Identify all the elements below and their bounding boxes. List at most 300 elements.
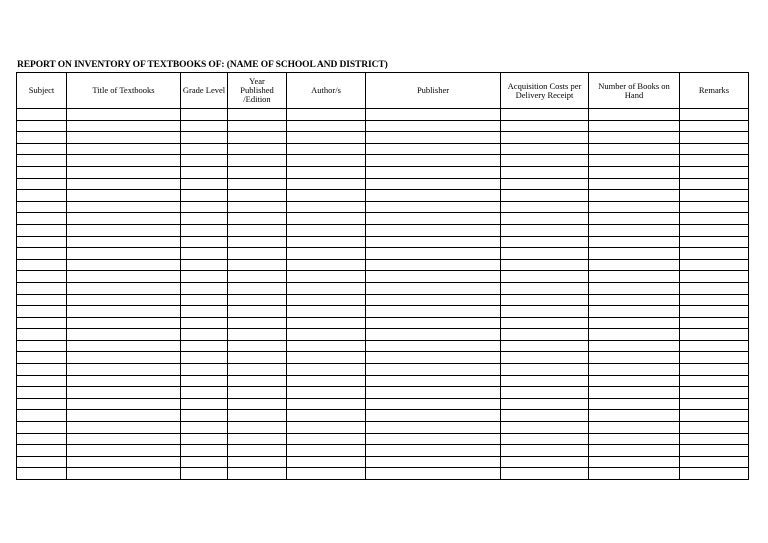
table-cell[interactable] bbox=[287, 190, 366, 202]
table-cell[interactable] bbox=[366, 306, 501, 318]
table-cell[interactable] bbox=[181, 178, 228, 190]
table-cell[interactable] bbox=[501, 259, 589, 271]
table-cell[interactable] bbox=[67, 433, 181, 445]
table-cell[interactable] bbox=[680, 422, 749, 434]
inventory-table bbox=[16, 72, 749, 480]
table-cell[interactable] bbox=[501, 410, 589, 422]
table-cell[interactable] bbox=[67, 306, 181, 318]
table-cell[interactable] bbox=[680, 364, 749, 376]
table-cell[interactable] bbox=[680, 120, 749, 132]
table-cell[interactable] bbox=[17, 120, 67, 132]
table-cell[interactable] bbox=[287, 387, 366, 399]
table-cell[interactable] bbox=[287, 398, 366, 410]
table-cell[interactable] bbox=[181, 109, 228, 121]
table-cell[interactable] bbox=[366, 248, 501, 260]
table-cell[interactable] bbox=[228, 166, 287, 178]
table-cell[interactable] bbox=[181, 190, 228, 202]
table-cell[interactable] bbox=[366, 410, 501, 422]
table-cell[interactable] bbox=[181, 398, 228, 410]
table-cell[interactable] bbox=[67, 259, 181, 271]
table-cell[interactable] bbox=[228, 178, 287, 190]
table-cell[interactable] bbox=[228, 306, 287, 318]
table-cell[interactable] bbox=[589, 166, 680, 178]
table-cell[interactable] bbox=[287, 166, 366, 178]
table-cell[interactable] bbox=[181, 340, 228, 352]
table-cell[interactable] bbox=[67, 201, 181, 213]
table-cell[interactable] bbox=[228, 375, 287, 387]
table-cell[interactable] bbox=[366, 271, 501, 283]
table-cell[interactable] bbox=[228, 132, 287, 144]
table-cell[interactable] bbox=[67, 132, 181, 144]
table-cell[interactable] bbox=[228, 282, 287, 294]
table-cell[interactable] bbox=[680, 132, 749, 144]
table-cell[interactable] bbox=[17, 387, 67, 399]
table-cell[interactable] bbox=[67, 422, 181, 434]
table-cell[interactable] bbox=[287, 445, 366, 457]
table-cell[interactable] bbox=[366, 213, 501, 225]
table-cell[interactable] bbox=[680, 294, 749, 306]
table-cell[interactable] bbox=[228, 317, 287, 329]
table-cell[interactable] bbox=[67, 456, 181, 468]
table-cell[interactable] bbox=[680, 224, 749, 236]
table-cell[interactable] bbox=[67, 236, 181, 248]
table-cell[interactable] bbox=[181, 224, 228, 236]
table-cell[interactable] bbox=[287, 248, 366, 260]
table-cell[interactable] bbox=[181, 120, 228, 132]
table-cell[interactable] bbox=[501, 445, 589, 457]
table-cell[interactable] bbox=[287, 468, 366, 480]
table-cell[interactable] bbox=[228, 248, 287, 260]
table-cell[interactable] bbox=[589, 236, 680, 248]
table-cell[interactable] bbox=[589, 306, 680, 318]
table-cell[interactable] bbox=[17, 190, 67, 202]
table-cell[interactable] bbox=[287, 375, 366, 387]
table-cell[interactable] bbox=[67, 271, 181, 283]
table-cell[interactable] bbox=[181, 155, 228, 167]
table-cell[interactable] bbox=[589, 410, 680, 422]
table-header-row bbox=[17, 73, 749, 109]
table-cell[interactable] bbox=[228, 120, 287, 132]
table-cell[interactable] bbox=[17, 375, 67, 387]
table-cell[interactable] bbox=[228, 294, 287, 306]
table-cell[interactable] bbox=[17, 236, 67, 248]
table-cell[interactable] bbox=[680, 340, 749, 352]
table-cell[interactable] bbox=[17, 468, 67, 480]
table-row bbox=[17, 155, 749, 167]
table-cell[interactable] bbox=[501, 398, 589, 410]
table-cell[interactable] bbox=[680, 445, 749, 457]
table-cell[interactable] bbox=[287, 109, 366, 121]
table-row bbox=[17, 143, 749, 155]
table-cell[interactable] bbox=[287, 433, 366, 445]
table-cell[interactable] bbox=[680, 201, 749, 213]
table-cell[interactable] bbox=[680, 155, 749, 167]
table-cell[interactable] bbox=[181, 375, 228, 387]
table-cell[interactable] bbox=[680, 109, 749, 121]
table-cell[interactable] bbox=[501, 213, 589, 225]
table-cell[interactable] bbox=[680, 352, 749, 364]
table-cell[interactable] bbox=[17, 364, 67, 376]
table-cell[interactable] bbox=[501, 375, 589, 387]
table-cell[interactable] bbox=[589, 329, 680, 341]
table-cell[interactable] bbox=[366, 190, 501, 202]
table-cell[interactable] bbox=[589, 456, 680, 468]
table-cell[interactable] bbox=[17, 109, 67, 121]
table-cell[interactable] bbox=[228, 410, 287, 422]
table-cell[interactable] bbox=[17, 248, 67, 260]
table-cell[interactable] bbox=[501, 317, 589, 329]
table-cell[interactable] bbox=[501, 468, 589, 480]
table-cell[interactable] bbox=[366, 224, 501, 236]
table-cell[interactable] bbox=[67, 178, 181, 190]
table-cell[interactable] bbox=[67, 120, 181, 132]
table-cell[interactable] bbox=[366, 387, 501, 399]
table-cell[interactable] bbox=[67, 143, 181, 155]
table-cell[interactable] bbox=[501, 143, 589, 155]
table-cell[interactable] bbox=[287, 306, 366, 318]
table-cell[interactable] bbox=[181, 236, 228, 248]
table-cell[interactable] bbox=[287, 259, 366, 271]
table-cell[interactable] bbox=[287, 143, 366, 155]
table-cell[interactable] bbox=[589, 422, 680, 434]
table-cell[interactable] bbox=[589, 387, 680, 399]
table-cell[interactable] bbox=[680, 259, 749, 271]
table-cell[interactable] bbox=[228, 468, 287, 480]
table-cell[interactable] bbox=[181, 468, 228, 480]
table-cell[interactable] bbox=[589, 120, 680, 132]
table-cell[interactable] bbox=[181, 364, 228, 376]
table-cell[interactable] bbox=[589, 109, 680, 121]
table-cell[interactable] bbox=[17, 213, 67, 225]
table-cell[interactable] bbox=[228, 433, 287, 445]
table-cell[interactable] bbox=[181, 259, 228, 271]
table-cell[interactable] bbox=[366, 445, 501, 457]
table-cell[interactable] bbox=[228, 364, 287, 376]
table-cell[interactable] bbox=[501, 306, 589, 318]
table-cell[interactable] bbox=[366, 236, 501, 248]
table-cell[interactable] bbox=[17, 259, 67, 271]
table-cell[interactable] bbox=[366, 201, 501, 213]
table-row bbox=[17, 271, 749, 283]
table-cell[interactable] bbox=[67, 352, 181, 364]
table-cell[interactable] bbox=[287, 410, 366, 422]
table-cell[interactable] bbox=[680, 387, 749, 399]
table-cell[interactable] bbox=[67, 282, 181, 294]
table-cell[interactable] bbox=[366, 166, 501, 178]
table-cell[interactable] bbox=[181, 201, 228, 213]
table-cell[interactable] bbox=[501, 271, 589, 283]
table-cell[interactable] bbox=[17, 340, 67, 352]
table-cell[interactable] bbox=[680, 306, 749, 318]
table-cell[interactable] bbox=[680, 271, 749, 283]
table-cell[interactable] bbox=[181, 143, 228, 155]
table-cell[interactable] bbox=[589, 364, 680, 376]
table-cell[interactable] bbox=[181, 422, 228, 434]
table-cell[interactable] bbox=[501, 190, 589, 202]
table-cell[interactable] bbox=[67, 166, 181, 178]
table-cell[interactable] bbox=[366, 364, 501, 376]
table-cell[interactable] bbox=[501, 109, 589, 121]
table-cell[interactable] bbox=[228, 224, 287, 236]
table-cell[interactable] bbox=[181, 166, 228, 178]
table-cell[interactable] bbox=[366, 340, 501, 352]
table-cell[interactable] bbox=[501, 294, 589, 306]
table-cell[interactable] bbox=[680, 468, 749, 480]
table-cell[interactable] bbox=[366, 468, 501, 480]
table-cell[interactable] bbox=[67, 190, 181, 202]
table-cell[interactable] bbox=[287, 178, 366, 190]
table-cell[interactable] bbox=[680, 143, 749, 155]
table-cell[interactable] bbox=[228, 340, 287, 352]
table-cell[interactable] bbox=[181, 271, 228, 283]
table-cell[interactable] bbox=[17, 410, 67, 422]
table-cell[interactable] bbox=[680, 248, 749, 260]
table-cell[interactable] bbox=[366, 329, 501, 341]
table-cell[interactable] bbox=[366, 375, 501, 387]
table-cell[interactable] bbox=[366, 143, 501, 155]
table-cell[interactable] bbox=[501, 340, 589, 352]
table-cell[interactable] bbox=[17, 166, 67, 178]
table-cell[interactable] bbox=[17, 352, 67, 364]
table-cell[interactable] bbox=[501, 155, 589, 167]
table-cell[interactable] bbox=[228, 387, 287, 399]
table-cell[interactable] bbox=[589, 294, 680, 306]
table-cell[interactable] bbox=[501, 352, 589, 364]
table-cell[interactable] bbox=[228, 201, 287, 213]
table-cell[interactable] bbox=[228, 109, 287, 121]
table-cell[interactable] bbox=[287, 155, 366, 167]
table-cell[interactable] bbox=[67, 364, 181, 376]
table-cell[interactable] bbox=[17, 224, 67, 236]
table-cell[interactable] bbox=[589, 224, 680, 236]
table-cell[interactable] bbox=[17, 143, 67, 155]
table-cell[interactable] bbox=[589, 445, 680, 457]
table-cell[interactable] bbox=[287, 294, 366, 306]
table-row bbox=[17, 456, 749, 468]
table-cell[interactable] bbox=[366, 398, 501, 410]
table-cell[interactable] bbox=[287, 213, 366, 225]
table-cell[interactable] bbox=[287, 271, 366, 283]
table-cell[interactable] bbox=[680, 375, 749, 387]
table-cell[interactable] bbox=[287, 364, 366, 376]
table-cell[interactable] bbox=[181, 294, 228, 306]
table-cell[interactable] bbox=[287, 456, 366, 468]
table-cell[interactable] bbox=[501, 433, 589, 445]
column-header-remarks: Remarks bbox=[680, 73, 749, 109]
table-cell[interactable] bbox=[228, 445, 287, 457]
table-cell[interactable] bbox=[17, 306, 67, 318]
table-cell[interactable] bbox=[366, 259, 501, 271]
table-cell[interactable] bbox=[67, 213, 181, 225]
table-cell[interactable] bbox=[17, 456, 67, 468]
table-cell[interactable] bbox=[501, 248, 589, 260]
table-cell[interactable] bbox=[589, 317, 680, 329]
table-cell[interactable] bbox=[181, 329, 228, 341]
table-row bbox=[17, 340, 749, 352]
report-title: REPORT ON INVENTORY OF TEXTBOOKS OF: (NAME OF SCHOOL AND DISTRICT) bbox=[17, 60, 388, 70]
table-cell[interactable] bbox=[501, 120, 589, 132]
table-cell[interactable] bbox=[17, 282, 67, 294]
table-cell[interactable] bbox=[501, 201, 589, 213]
table-cell[interactable] bbox=[680, 236, 749, 248]
table-cell[interactable] bbox=[17, 271, 67, 283]
table-cell[interactable] bbox=[67, 329, 181, 341]
table-cell[interactable] bbox=[67, 387, 181, 399]
table-cell[interactable] bbox=[589, 352, 680, 364]
table-cell[interactable] bbox=[17, 201, 67, 213]
table-cell[interactable] bbox=[17, 329, 67, 341]
table-cell[interactable] bbox=[589, 178, 680, 190]
table-cell[interactable] bbox=[501, 178, 589, 190]
table-cell[interactable] bbox=[181, 317, 228, 329]
table-cell[interactable] bbox=[67, 224, 181, 236]
table-cell[interactable] bbox=[589, 143, 680, 155]
table-cell[interactable] bbox=[366, 120, 501, 132]
table-cell[interactable] bbox=[228, 422, 287, 434]
table-cell[interactable] bbox=[17, 398, 67, 410]
table-cell[interactable] bbox=[228, 259, 287, 271]
table-cell[interactable] bbox=[228, 236, 287, 248]
table-cell[interactable] bbox=[67, 398, 181, 410]
table-cell[interactable] bbox=[589, 155, 680, 167]
table-cell[interactable] bbox=[228, 329, 287, 341]
table-cell[interactable] bbox=[181, 306, 228, 318]
table-cell[interactable] bbox=[67, 248, 181, 260]
table-cell[interactable] bbox=[366, 294, 501, 306]
table-cell[interactable] bbox=[501, 166, 589, 178]
table-cell[interactable] bbox=[17, 445, 67, 457]
table-cell[interactable] bbox=[228, 143, 287, 155]
table-cell[interactable] bbox=[17, 155, 67, 167]
table-cell[interactable] bbox=[287, 422, 366, 434]
table-cell[interactable] bbox=[287, 282, 366, 294]
table-cell[interactable] bbox=[67, 410, 181, 422]
table-cell[interactable] bbox=[680, 190, 749, 202]
table-cell[interactable] bbox=[366, 456, 501, 468]
table-cell[interactable] bbox=[17, 317, 67, 329]
table-cell[interactable] bbox=[287, 352, 366, 364]
table-cell[interactable] bbox=[589, 132, 680, 144]
table-cell[interactable] bbox=[589, 190, 680, 202]
table-cell[interactable] bbox=[501, 282, 589, 294]
table-cell[interactable] bbox=[589, 433, 680, 445]
table-cell[interactable] bbox=[17, 132, 67, 144]
table-cell[interactable] bbox=[680, 178, 749, 190]
table-cell[interactable] bbox=[366, 155, 501, 167]
table-cell[interactable] bbox=[680, 329, 749, 341]
table-cell[interactable] bbox=[228, 190, 287, 202]
table-cell[interactable] bbox=[287, 236, 366, 248]
table-cell[interactable] bbox=[501, 132, 589, 144]
table-cell[interactable] bbox=[501, 387, 589, 399]
table-cell[interactable] bbox=[228, 352, 287, 364]
table-cell[interactable] bbox=[181, 132, 228, 144]
table-cell[interactable] bbox=[366, 352, 501, 364]
table-cell[interactable] bbox=[680, 398, 749, 410]
table-cell[interactable] bbox=[67, 468, 181, 480]
table-cell[interactable] bbox=[366, 109, 501, 121]
table-cell[interactable] bbox=[67, 155, 181, 167]
table-cell[interactable] bbox=[680, 166, 749, 178]
table-cell[interactable] bbox=[181, 410, 228, 422]
table-cell[interactable] bbox=[17, 422, 67, 434]
table-cell[interactable] bbox=[181, 456, 228, 468]
table-cell[interactable] bbox=[17, 294, 67, 306]
table-cell[interactable] bbox=[228, 398, 287, 410]
table-cell[interactable] bbox=[589, 248, 680, 260]
table-cell[interactable] bbox=[228, 155, 287, 167]
table-cell[interactable] bbox=[67, 340, 181, 352]
table-cell[interactable] bbox=[366, 132, 501, 144]
table-cell[interactable] bbox=[67, 375, 181, 387]
table-cell[interactable] bbox=[589, 259, 680, 271]
table-cell[interactable] bbox=[366, 282, 501, 294]
table-cell[interactable] bbox=[287, 224, 366, 236]
table-cell[interactable] bbox=[287, 317, 366, 329]
table-cell[interactable] bbox=[181, 433, 228, 445]
table-cell[interactable] bbox=[589, 201, 680, 213]
table-cell[interactable] bbox=[589, 282, 680, 294]
table-cell[interactable] bbox=[228, 213, 287, 225]
table-cell[interactable] bbox=[17, 178, 67, 190]
table-cell[interactable] bbox=[680, 433, 749, 445]
table-cell[interactable] bbox=[501, 422, 589, 434]
table-cell[interactable] bbox=[181, 352, 228, 364]
table-cell[interactable] bbox=[181, 248, 228, 260]
table-cell[interactable] bbox=[366, 422, 501, 434]
table-cell[interactable] bbox=[501, 329, 589, 341]
table-cell[interactable] bbox=[680, 213, 749, 225]
table-cell[interactable] bbox=[67, 294, 181, 306]
table-cell[interactable] bbox=[228, 456, 287, 468]
table-cell[interactable] bbox=[17, 433, 67, 445]
table-cell[interactable] bbox=[680, 282, 749, 294]
table-cell[interactable] bbox=[680, 410, 749, 422]
table-cell[interactable] bbox=[501, 224, 589, 236]
table-cell[interactable] bbox=[680, 317, 749, 329]
table-cell[interactable] bbox=[181, 387, 228, 399]
table-cell[interactable] bbox=[589, 213, 680, 225]
table-cell[interactable] bbox=[366, 178, 501, 190]
table-cell[interactable] bbox=[287, 201, 366, 213]
table-cell[interactable] bbox=[67, 109, 181, 121]
table-cell[interactable] bbox=[287, 132, 366, 144]
table-cell[interactable] bbox=[501, 456, 589, 468]
column-header-authors: Author/s bbox=[287, 73, 366, 109]
table-cell[interactable] bbox=[589, 375, 680, 387]
table-cell[interactable] bbox=[228, 271, 287, 283]
table-cell[interactable] bbox=[287, 329, 366, 341]
table-cell[interactable] bbox=[181, 213, 228, 225]
table-cell[interactable] bbox=[366, 317, 501, 329]
table-cell[interactable] bbox=[680, 456, 749, 468]
table-cell[interactable] bbox=[67, 445, 181, 457]
table-cell[interactable] bbox=[366, 433, 501, 445]
table-cell[interactable] bbox=[287, 120, 366, 132]
table-cell[interactable] bbox=[501, 236, 589, 248]
column-header-year-published: Year Published /Edition bbox=[228, 73, 287, 109]
table-cell[interactable] bbox=[589, 271, 680, 283]
table-cell[interactable] bbox=[181, 445, 228, 457]
table-cell[interactable] bbox=[181, 282, 228, 294]
table-cell[interactable] bbox=[589, 340, 680, 352]
table-cell[interactable] bbox=[501, 364, 589, 376]
table-cell[interactable] bbox=[589, 468, 680, 480]
table-cell[interactable] bbox=[287, 340, 366, 352]
table-cell[interactable] bbox=[67, 317, 181, 329]
table-cell[interactable] bbox=[589, 398, 680, 410]
table-row bbox=[17, 201, 749, 213]
